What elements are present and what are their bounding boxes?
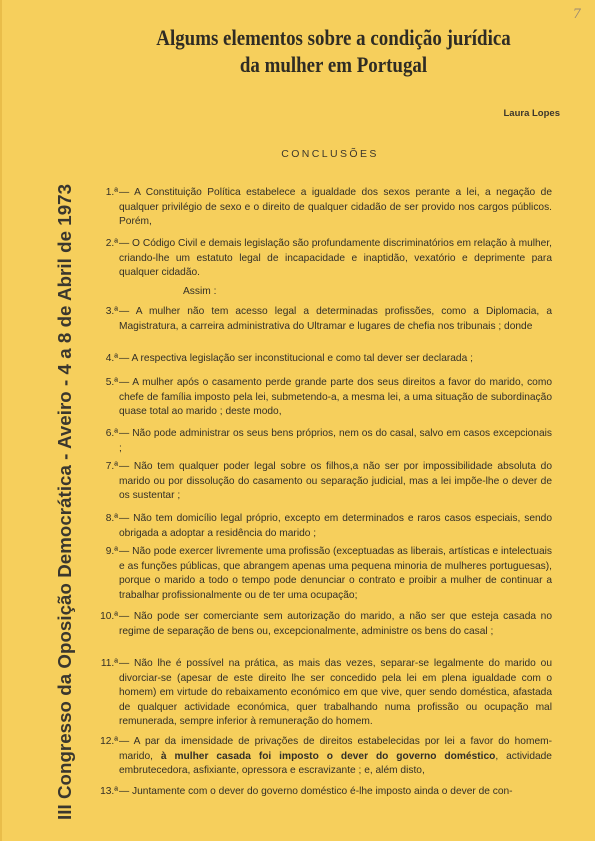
- list-item: [100, 427, 552, 456]
- item-number: 8.ª: [105, 513, 118, 524]
- list-item: [100, 460, 552, 504]
- assim-label: Assim :: [183, 286, 217, 297]
- list-item: [100, 610, 552, 639]
- item-text: — Não pode ser comerciante sem autorização do marido, a não ser que esteja casada no regime de separação de bens ou, excepcionalmente, administre os bens do casal ;: [119, 611, 552, 637]
- item-text-emphasis: à mulher casada foi imposto o dever do governo doméstico: [160, 750, 496, 762]
- item-text: — O Código Civil e demais legislação são profundamente discriminatórios em relação à mulher, criando-lhe um estatuto legal de incapacidade e inaptidão, vexatório e deprimente para qualquer cidadão.: [119, 238, 552, 279]
- item-number: 9.ª: [105, 546, 118, 557]
- item-number: 7.ª: [105, 461, 118, 472]
- list-item: [100, 305, 552, 334]
- list-item: [100, 376, 552, 420]
- item-text: — Não tem qualquer poder legal sobre os filhos,a não ser por impossibilidade absoluta do marido ou por dissolução do casamento ou separação judicial, mas a lei impõe-lhe o dever de os sustentar ;: [119, 461, 552, 502]
- item-text: — A mulher não tem acesso legal a determinadas profissões, como a Diplomacia, a Magistratura, a carreira administrativa do Ultramar e lugares de chefia nos tribunais ; donde: [119, 306, 552, 332]
- list-item: [100, 785, 552, 800]
- item-text: [100, 735, 552, 779]
- item-number: 1.ª: [105, 187, 118, 198]
- item-text: — Não pode administrar os seus bens próprios, nem os do casal, salvo em casos excepcionais ;: [119, 428, 552, 454]
- list-item: [100, 186, 552, 230]
- author-name: Laura Lopes: [503, 108, 560, 119]
- list-item: [100, 657, 552, 730]
- title-line-1: Algums elementos sobre a condição jurídica: [156, 25, 511, 50]
- item-text: — Não lhe é possível na prática, as mais das vezes, separar-se legalmente do marido ou divorciar-se (apesar de este direito lhe ser concedido pela lei em plena igualdade com o homem) em virtude do rebaixamento económico em que vive, quer sendo doméstica, afastada de qualquer actividade económica, quer trabalhando numa profissão ou ocupação mal remunerada, sempre inferior à remuneração do homem.: [119, 658, 552, 728]
- item-text: — A Constituição Política estabelece a igualdade dos sexos perante a lei, a negação de qualquer privilégio de sexo e o direito de qualquer cidadão de ser provido nos cargos públicos. Porém,: [119, 187, 552, 228]
- item-text: — A respectiva legislação ser inconstitucional e como tal dever ser declarada ;: [119, 353, 473, 364]
- document-title: [129, 24, 538, 78]
- item-text: — Não pode exercer livremente uma profissão (exceptuadas as liberais, artísticas e intelectuais e as funções públicas, que abrangem apenas uma pequena minoria de mulheres portuguesas), porque o marido a todo o tempo pode denunciar o contrato e proibir a mulher de continuar a trabalhar profissionalmente ou de ter uma ocupação;: [119, 546, 552, 601]
- item-text-after: , actividade embrutecedora, asfixiante, opressora e escravizante ; e, além disto,: [119, 750, 552, 777]
- item-text: — Juntamente com o dever do governo doméstico é-lhe imposto ainda o dever de con-: [119, 786, 513, 797]
- list-item: [100, 512, 552, 541]
- item-text-before: — A par da imensidade de privações de direitos estabelecidas por lei a favor do homem- marido,: [119, 736, 552, 762]
- section-heading: CONCLUSÕES: [281, 148, 379, 160]
- item-text: — A mulher após o casamento perde grande parte dos seus direitos a favor do marido, como chefe de família imposto pela lei, submetendo-a, a mesma lei, a uma situação de subordinação quase total ao marido ; deste modo,: [119, 377, 552, 418]
- item-number: 3.ª: [105, 306, 118, 317]
- list-item: [100, 352, 552, 367]
- side-banner: III Congresso da Oposição Democrática - Aveiro - 4 a 8 de Abril de 1973: [54, 183, 75, 820]
- item-number: 6.ª: [105, 428, 118, 439]
- list-item: [100, 545, 552, 603]
- item-number: 2.ª: [105, 238, 118, 249]
- item-number: 4.ª: [105, 353, 118, 364]
- title-line-2: da mulher em Portugal: [239, 52, 428, 77]
- item-number: 10.ª: [100, 611, 118, 622]
- item-text: — Não tem domicílio legal próprio, excepto em determinados e raros casos especiais, sendo obrigada a adoptar a residência do marido ;: [119, 513, 552, 539]
- item-number: 13.ª: [100, 786, 118, 797]
- item-number: 11.ª: [100, 658, 118, 669]
- item-number: 12.ª: [100, 736, 118, 747]
- list-item: [100, 237, 552, 281]
- page-number: 7: [572, 7, 581, 22]
- list-item: [100, 735, 552, 779]
- item-number: 5.ª: [105, 377, 118, 388]
